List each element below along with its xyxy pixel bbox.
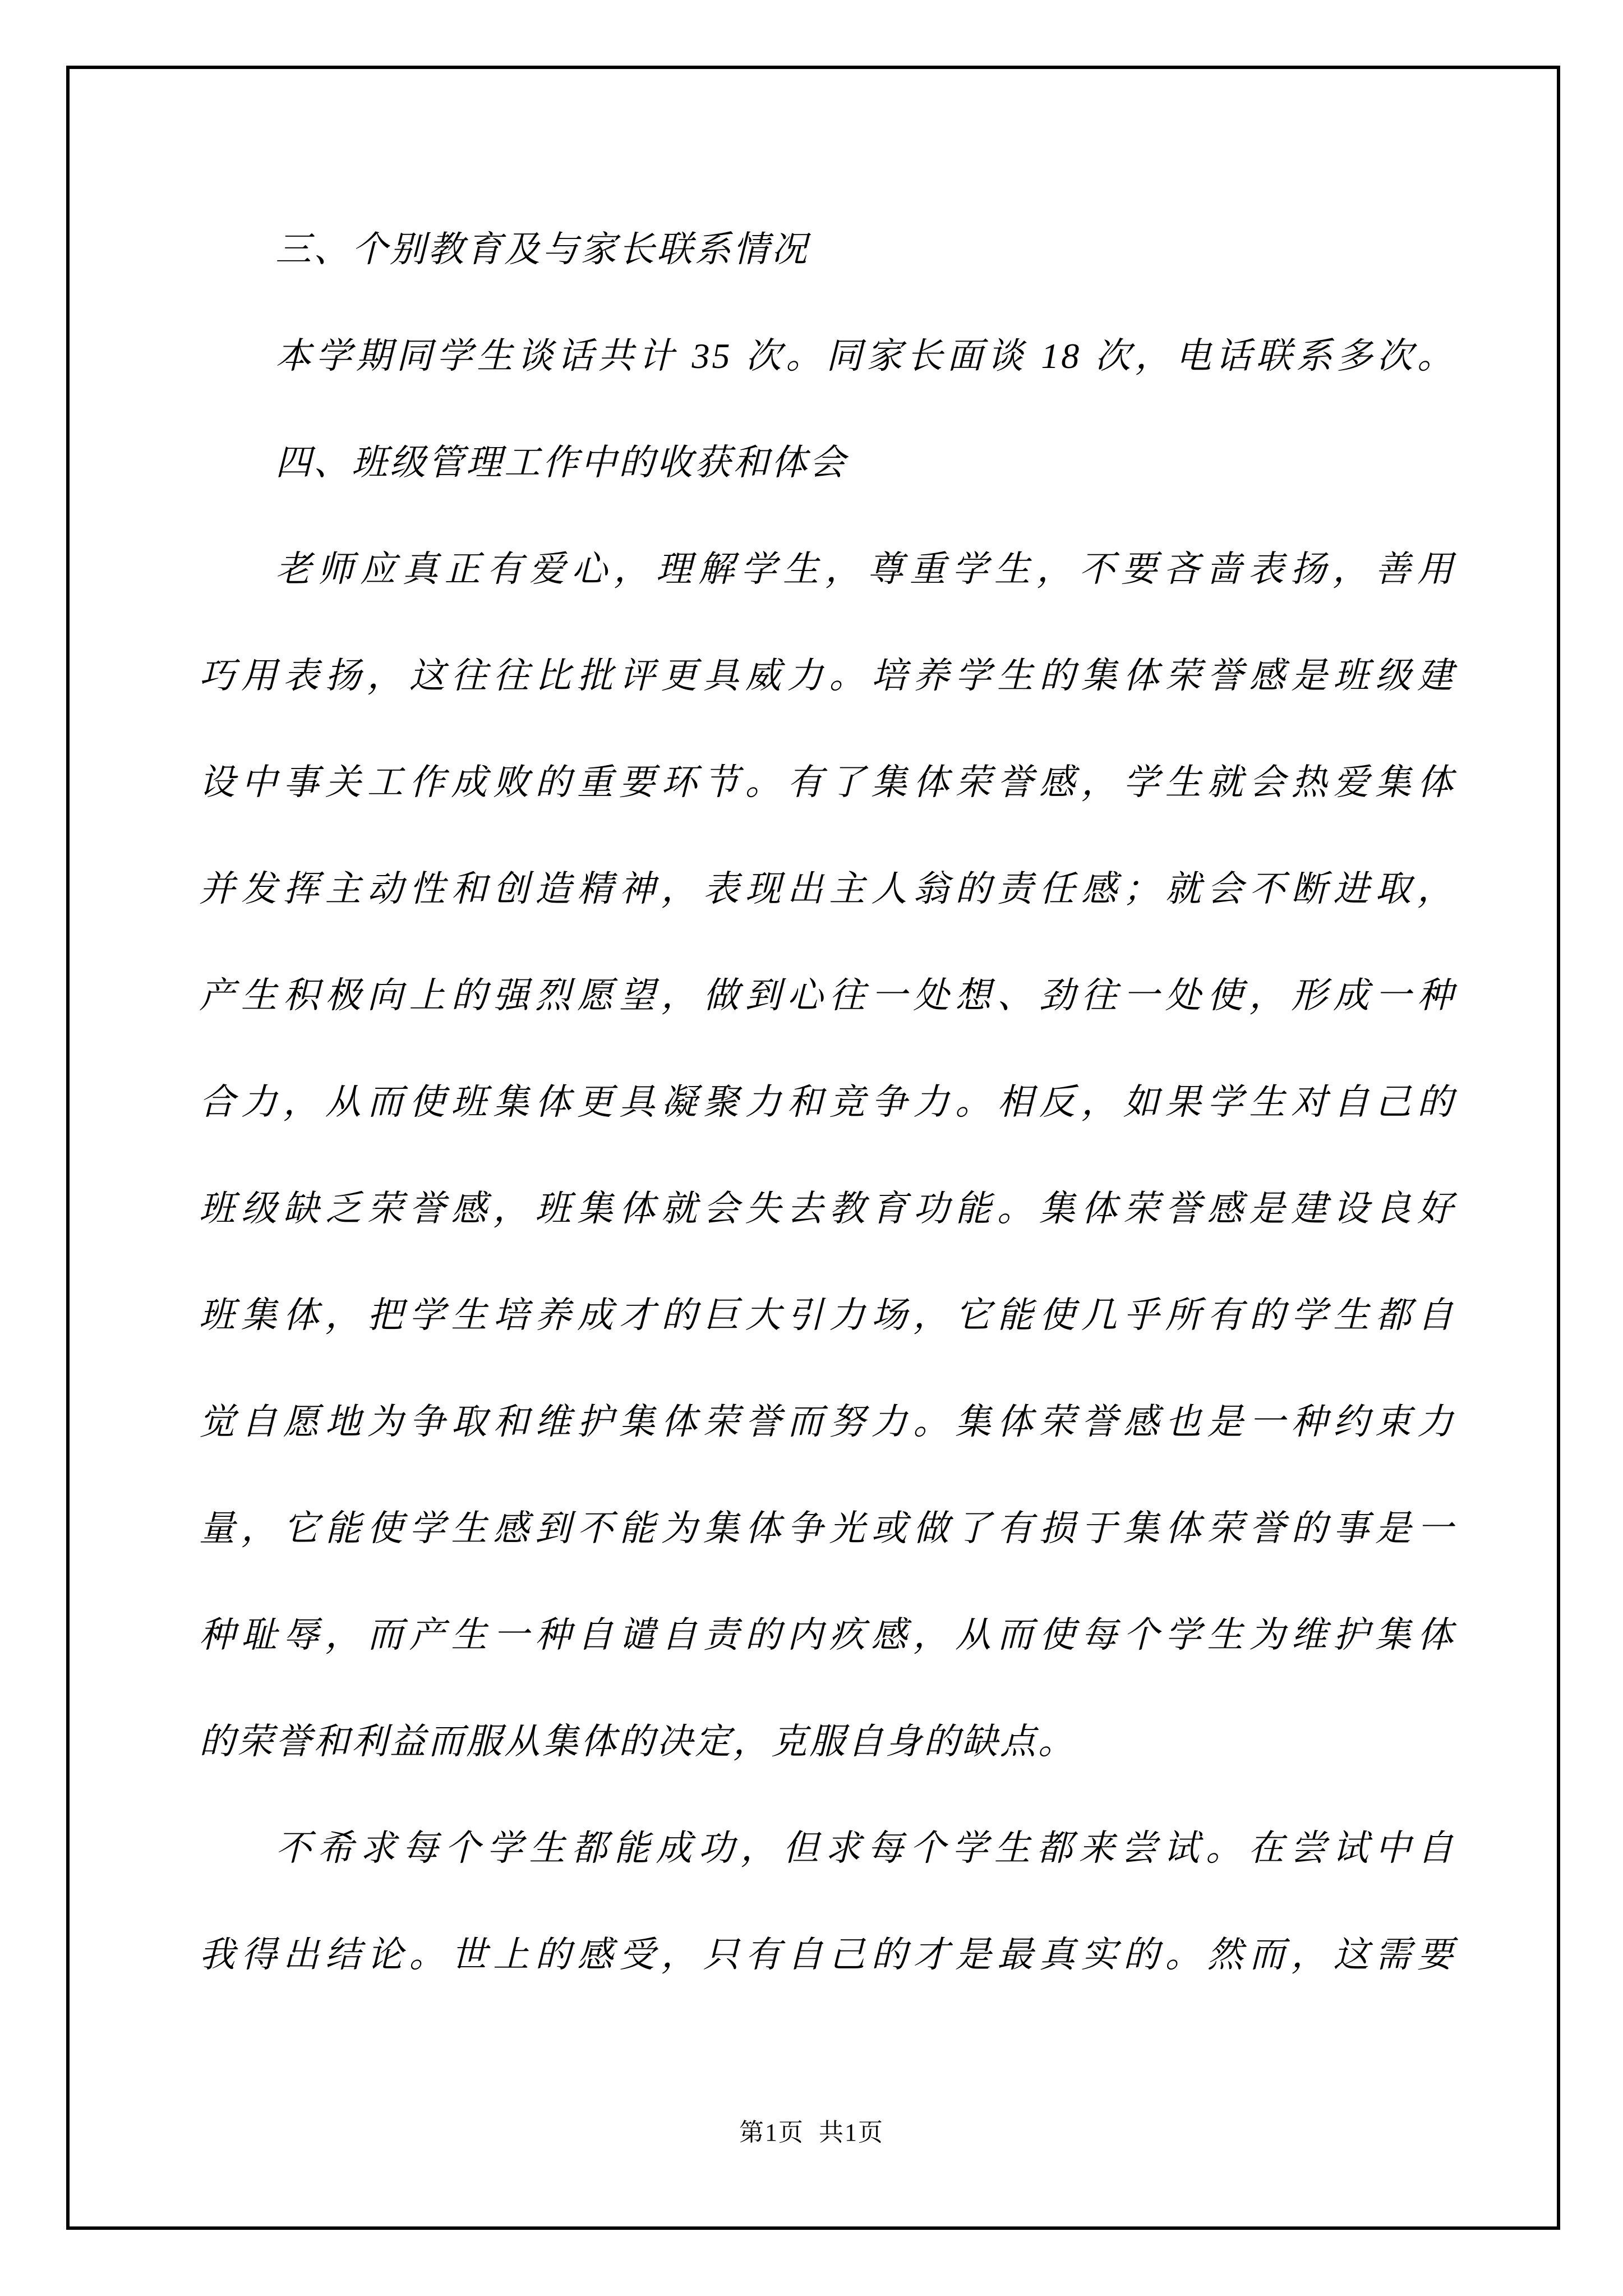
text-line: 我得出结论。世上的感受，只有自己的才是最真实的。然而，这需要 <box>199 1935 1455 1975</box>
text-line: 的荣誉和利益而服从集体的决定，克服自身的缺点。 <box>199 1722 1076 1761</box>
text-line: 四、班级管理工作中的收获和体会 <box>275 443 847 482</box>
text-line: 量，它能使学生感到不能为集体争光或做了有损于集体荣誉的事是一 <box>199 1508 1455 1548</box>
text-line: 本学期同学生谈话共计 35 次。同家长面谈 18 次，电话联系多次。 <box>275 336 1455 376</box>
page-number-footer: 第1页 共1页 <box>739 2119 884 2146</box>
text-line: 巧用表扬，这往往比批评更具威力。培养学生的集体荣誉感是班级建 <box>199 656 1455 696</box>
text-line: 并发挥主动性和创造精神，表现出主人翁的责任感；就会不断进取， <box>199 869 1455 909</box>
text-line: 不希求每个学生都能成功，但求每个学生都来尝试。在尝试中自 <box>275 1828 1455 1868</box>
document-body <box>199 196 1455 2008</box>
text-line: 觉自愿地为争取和维护集体荣誉而努力。集体荣誉感也是一种约束力 <box>199 1402 1455 1442</box>
text-line: 班集体，把学生培养成才的巨大引力场，它能使几乎所有的学生都自 <box>199 1295 1455 1335</box>
text-line: 产生积极向上的强烈愿望，做到心往一处想、劲往一处使，形成一种 <box>199 976 1455 1015</box>
text-line: 合力，从而使班集体更具凝聚力和竞争力。相反，如果学生对自己的 <box>199 1082 1455 1122</box>
text-line: 设中事关工作成败的重要环节。有了集体荣誉感，学生就会热爱集体 <box>199 762 1455 802</box>
text-line: 老师应真正有爱心，理解学生，尊重学生，不要吝啬表扬，善用 <box>275 549 1455 589</box>
text-line: 三、个别教育及与家长联系情况 <box>275 229 809 269</box>
text-line: 班级缺乏荣誉感，班集体就会失去教育功能。集体荣誉感是建设良好 <box>199 1189 1455 1228</box>
text-line: 种耻辱，而产生一种自谴自责的内疚感，从而使每个学生为维护集体 <box>199 1615 1455 1655</box>
